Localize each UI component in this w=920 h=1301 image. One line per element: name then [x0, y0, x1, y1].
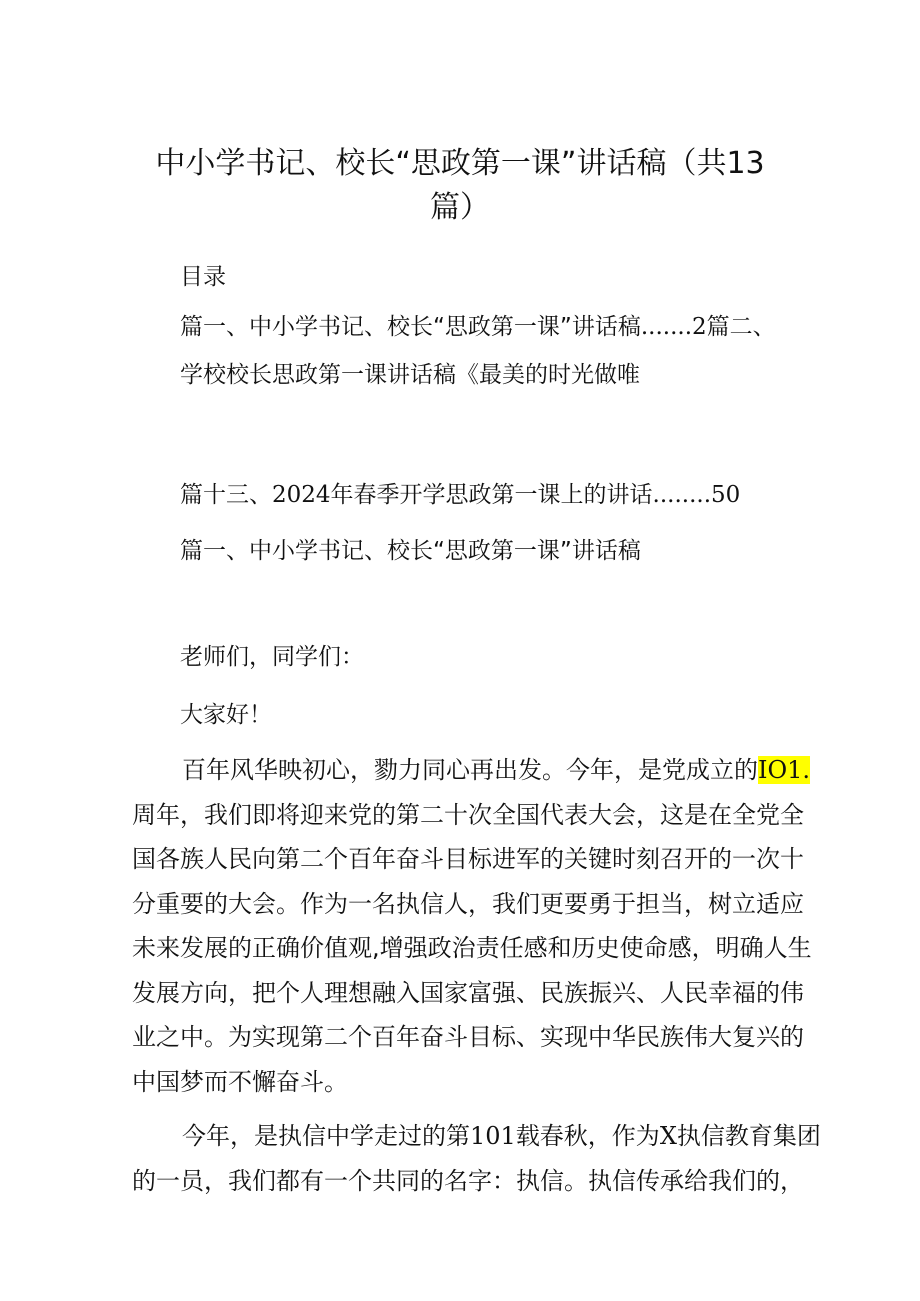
paragraph-line: 分重要的大会。作为一名执信人，我们更要勇于担当，树立适应 — [132, 889, 804, 918]
toc-entry-1 — [180, 312, 776, 342]
paragraph-line: 中国梦而不懈奋斗。 — [132, 1067, 348, 1096]
paragraph-line: 周年，我们即将迎来党的第二十次全国代表大会，这是在全党全 — [132, 800, 804, 829]
toc-heading: 目录 — [180, 264, 226, 290]
paragraph-text: 百年风华映初心，勠力同心再出发。今年，是党成立的 — [182, 756, 758, 784]
body-paragraph-2 — [132, 1114, 821, 1203]
toc-entry-2-start: 篇二、 — [706, 314, 776, 340]
paragraph-line: 的一员，我们都有一个共同的名字：执信。执信传承给我们的， — [132, 1166, 804, 1195]
toc-entry-2: 学校校长思政第一课讲话稿《最美的时光做唯 — [180, 362, 640, 388]
paragraph-line — [132, 748, 811, 793]
paragraph-text: 今年，是执信中学走过的第 — [182, 1122, 470, 1150]
section-heading: 篇一、中小学书记、校长“思政第一课”讲话稿 — [180, 538, 641, 564]
greeting: 大家好！ — [180, 702, 272, 728]
body-paragraph-1 — [132, 748, 812, 1104]
salutation: 老师们，同学们： — [180, 644, 364, 670]
toc-entry-13-dots: ........ — [652, 482, 712, 508]
paragraph-line — [132, 1114, 821, 1159]
paragraph-text: 执信教育集团 — [676, 1122, 821, 1150]
toc-entry-1-page: 2 — [692, 314, 707, 340]
document-title-continued: 篇） — [430, 190, 490, 225]
toc-entry-1-dots: ....... — [640, 314, 693, 340]
paragraph-letter: X — [659, 1122, 677, 1150]
toc-entry-13-prefix: 篇十三、 — [180, 482, 272, 508]
toc-entry-13-text: 年春季开学思政第一课上的讲话 — [330, 482, 653, 508]
paragraph-line: 发展方向，把个人理想融入国家富强、民族振兴、人民幸福的伟 — [132, 978, 804, 1007]
toc-entry-13 — [180, 480, 740, 510]
paragraph-line: 业之中。为实现第二个百年奋斗目标、实现中华民族伟大复兴的 — [132, 1023, 804, 1051]
paragraph-number: 101 — [470, 1122, 516, 1150]
paragraph-line: 未来发展的正确价值观,增强政治责任感和历史使命感，明确人生 — [132, 934, 812, 962]
toc-entry-13-page: 50 — [711, 482, 741, 508]
toc-entry-1-text: 篇一、中小学书记、校长“思政第一课”讲话稿 — [180, 314, 641, 340]
paragraph-text: 载春秋，作为 — [515, 1122, 660, 1150]
paragraph-line: 国各族人民向第二个百年奋斗目标进军的关键时刻召开的一次十 — [132, 845, 804, 873]
highlighted-text: IO1. — [758, 756, 811, 784]
document-title: 中小学书记、校长“思政第一课”讲话稿（共13 — [155, 146, 765, 181]
toc-entry-13-year: 2024 — [272, 482, 331, 508]
